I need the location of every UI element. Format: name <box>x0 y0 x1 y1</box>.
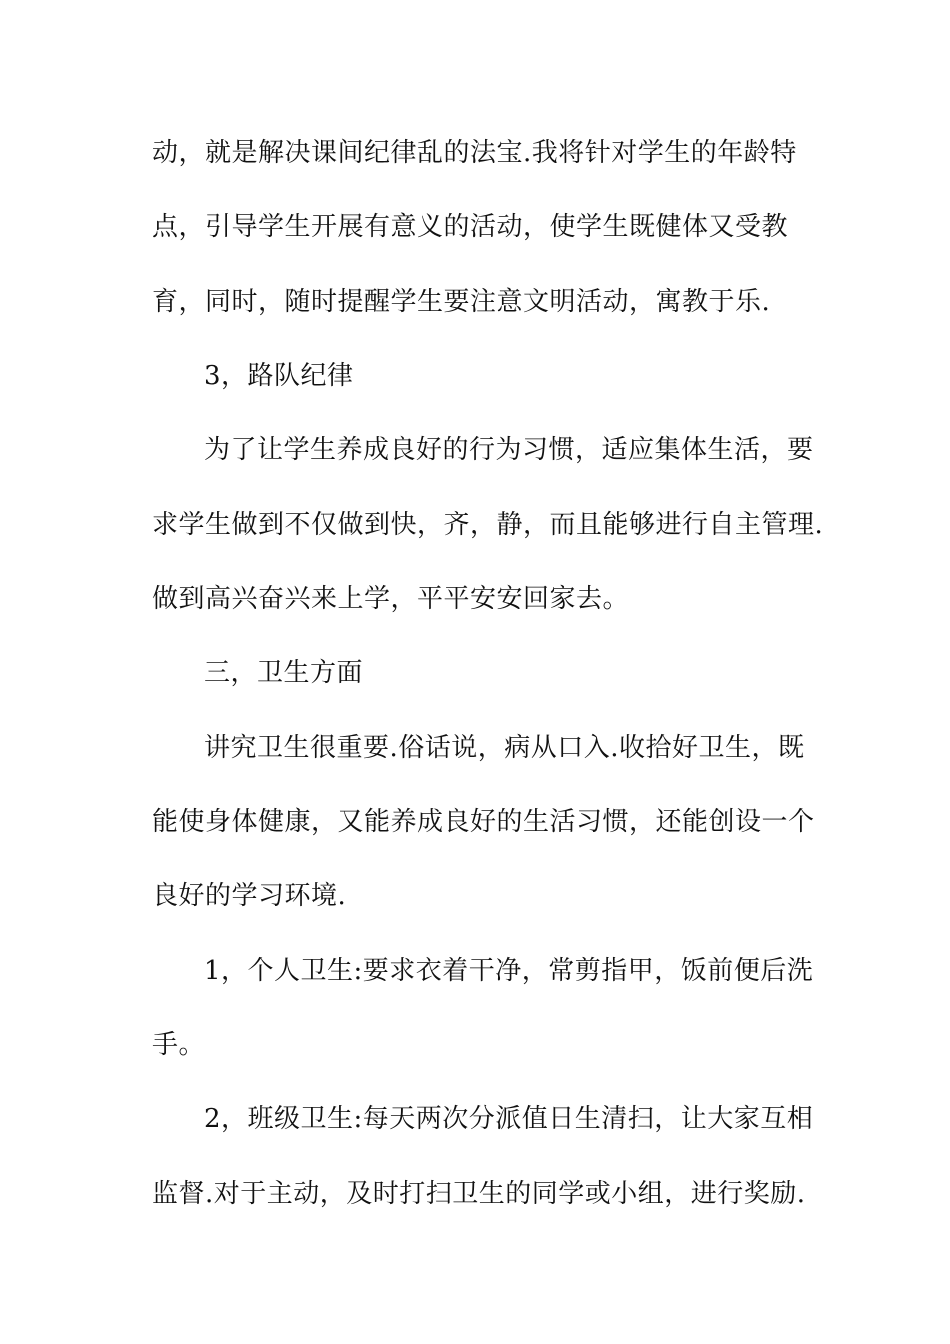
text-line: 动，就是解决课间纪律乱的法宝.我将针对学生的年龄特 <box>152 138 797 168</box>
text-line: 1，个人卫生:要求衣着干净，常剪指甲，饭前便后洗 <box>204 956 814 986</box>
section-heading: 3，路队纪律 <box>204 361 354 391</box>
text-line: 监督.对于主动，及时打扫卫生的同学或小组，进行奖励. <box>152 1179 806 1209</box>
text-line: 做到高兴奋兴来上学，平平安安回家去。 <box>152 584 630 614</box>
text-line: 求学生做到不仅做到快，齐，静，而且能够进行自主管理. <box>152 510 824 540</box>
text-line: 育，同时，随时提醒学生要注意文明活动，寓教于乐. <box>152 287 771 317</box>
text-line: 良好的学习环境. <box>152 881 347 911</box>
text-line: 手。 <box>152 1030 206 1060</box>
text-line: 为了让学生养成良好的行为习惯，适应集体生活，要 <box>204 435 814 465</box>
text-line: 2，班级卫生:每天两次分派值日生清扫，让大家互相 <box>204 1104 814 1134</box>
text-line: 点，引导学生开展有意义的活动，使学生既健体又受教 <box>152 212 789 242</box>
text-line: 讲究卫生很重要.俗话说，病从口入.收拾好卫生，既 <box>204 733 805 763</box>
section-heading: 三，卫生方面 <box>204 658 364 688</box>
text-line: 能使身体健康，又能养成良好的生活习惯，还能创设一个 <box>152 807 815 837</box>
